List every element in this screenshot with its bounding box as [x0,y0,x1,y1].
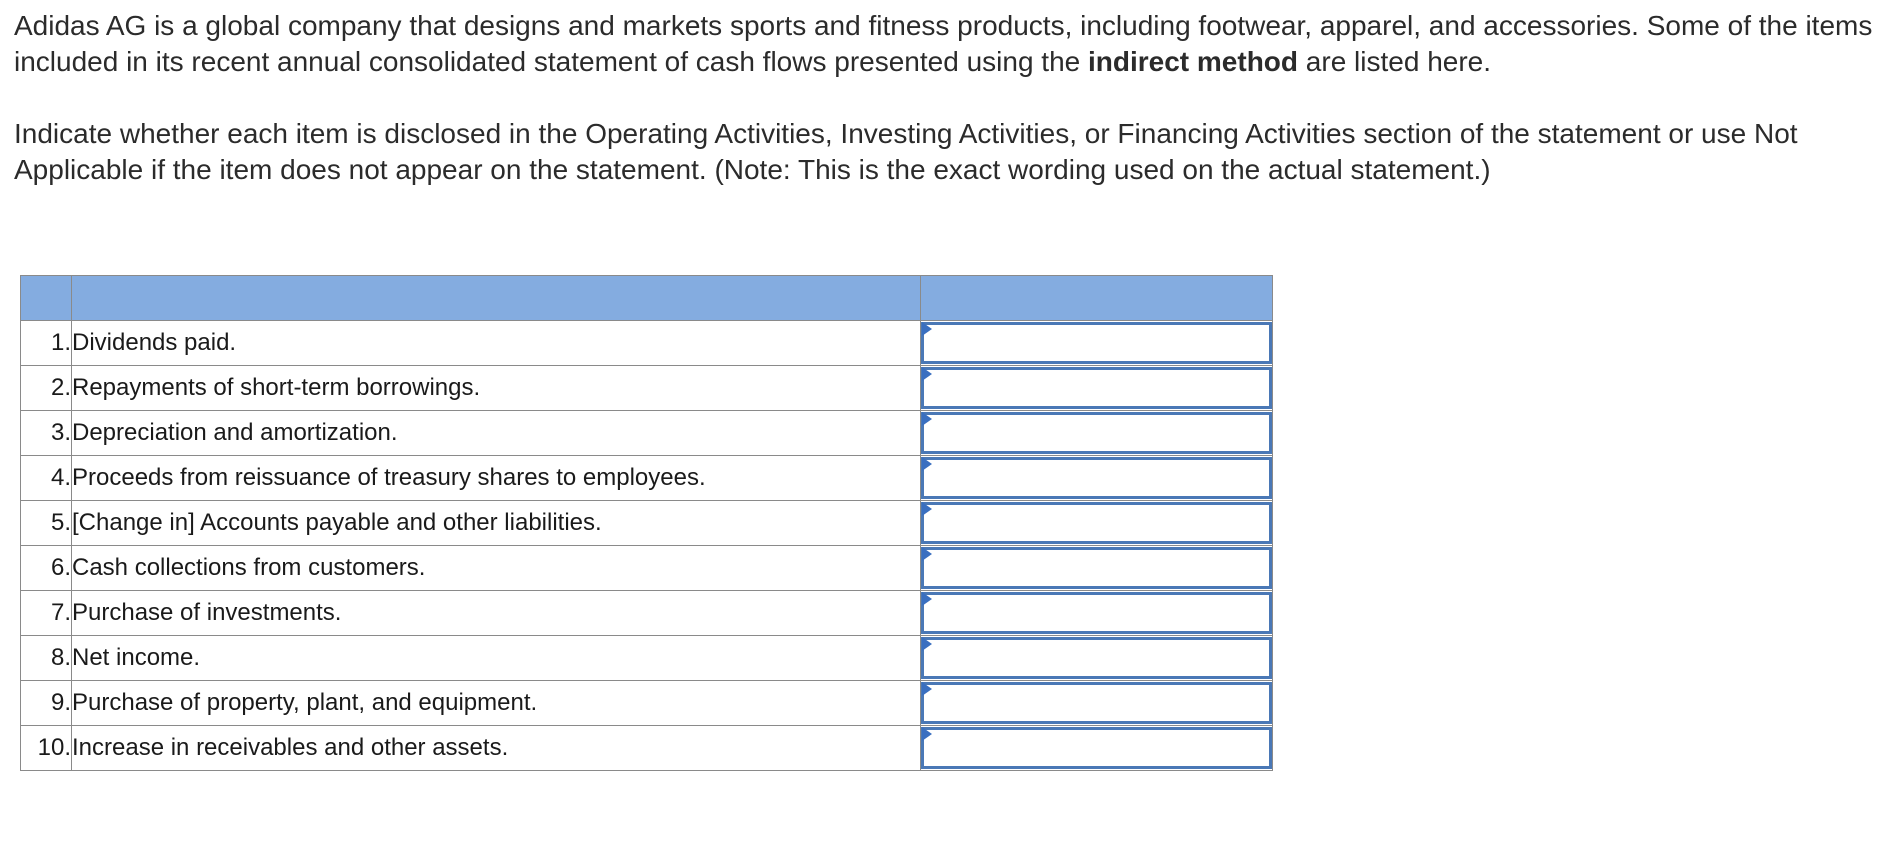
table-row [21,366,1273,411]
intro-text-1: Adidas AG is a global company that designs and markets sports and fitness products, including footwear, apparel, and accessories. Some of the items included in its recent annual consolidated statement of cash flows presented using the [14,10,1873,77]
dropdown-marker-icon [922,637,932,651]
dropdown-marker-icon [922,682,932,696]
intro-text-2: are listed here. [1298,46,1492,77]
dropdown-marker-icon [922,322,932,336]
intro-bold-text: indirect method [1088,46,1299,77]
section-dropdown[interactable] [921,367,1272,409]
dropdown-marker-icon [922,592,932,606]
section-dropdown[interactable] [921,502,1272,544]
row-number: 6. [21,546,72,591]
row-number: 2. [21,366,72,411]
table-body [21,321,1273,771]
dropdown-marker-icon [922,457,932,471]
section-dropdown[interactable] [921,547,1272,589]
answer-cell [921,726,1273,771]
table-row [21,501,1273,546]
row-number: 3. [21,411,72,456]
cash-flow-items-table [20,275,1273,771]
answer-cell [921,411,1273,456]
row-number: 5. [21,501,72,546]
dropdown-marker-icon [922,727,932,741]
row-item-label: Depreciation and amortization. [72,411,921,456]
row-item-label: [Change in] Accounts payable and other liabilities. [72,501,921,546]
table-header-row [21,276,1273,321]
row-item-label: Dividends paid. [72,321,921,366]
row-number: 10. [21,726,72,771]
section-dropdown[interactable] [921,637,1272,679]
section-dropdown[interactable] [921,457,1272,499]
header-item-cell [72,276,921,321]
answer-cell [921,456,1273,501]
header-answer-cell [921,276,1273,321]
row-item-label: Repayments of short-term borrowings. [72,366,921,411]
row-item-label: Purchase of investments. [72,591,921,636]
dropdown-marker-icon [922,367,932,381]
header-number-cell [21,276,72,321]
section-dropdown[interactable] [921,727,1272,769]
answer-cell [921,591,1273,636]
answer-cell [921,636,1273,681]
row-item-label: Purchase of property, plant, and equipment. [72,681,921,726]
section-dropdown[interactable] [921,592,1272,634]
row-number: 4. [21,456,72,501]
section-dropdown[interactable] [921,682,1272,724]
answer-cell [921,321,1273,366]
table-row [21,411,1273,456]
answer-cell [921,546,1273,591]
table-row [21,456,1273,501]
row-item-label: Proceeds from reissuance of treasury shares to employees. [72,456,921,501]
row-number: 8. [21,636,72,681]
row-item-label: Net income. [72,636,921,681]
table-row [21,321,1273,366]
table-row [21,546,1273,591]
row-number: 1. [21,321,72,366]
table-row [21,591,1273,636]
intro-paragraph-1 [14,8,1894,80]
row-number: 9. [21,681,72,726]
row-item-label: Increase in receivables and other assets. [72,726,921,771]
table-row [21,726,1273,771]
row-item-label: Cash collections from customers. [72,546,921,591]
dropdown-marker-icon [922,412,932,426]
answer-cell [921,366,1273,411]
row-number: 7. [21,591,72,636]
answer-cell [921,501,1273,546]
intro-paragraph-2: Indicate whether each item is disclosed in the Operating Activities, Investing Activities, or Financing Activities section of the statement or use Not Applicable if the item does not appear on the statement. (Note: This is the exact wording used on the actual statement.) [14,118,1798,185]
question-text [14,8,1894,188]
dropdown-marker-icon [922,502,932,516]
table-row [21,681,1273,726]
section-dropdown[interactable] [921,322,1272,364]
dropdown-marker-icon [922,547,932,561]
answer-cell [921,681,1273,726]
section-dropdown[interactable] [921,412,1272,454]
table-row [21,636,1273,681]
